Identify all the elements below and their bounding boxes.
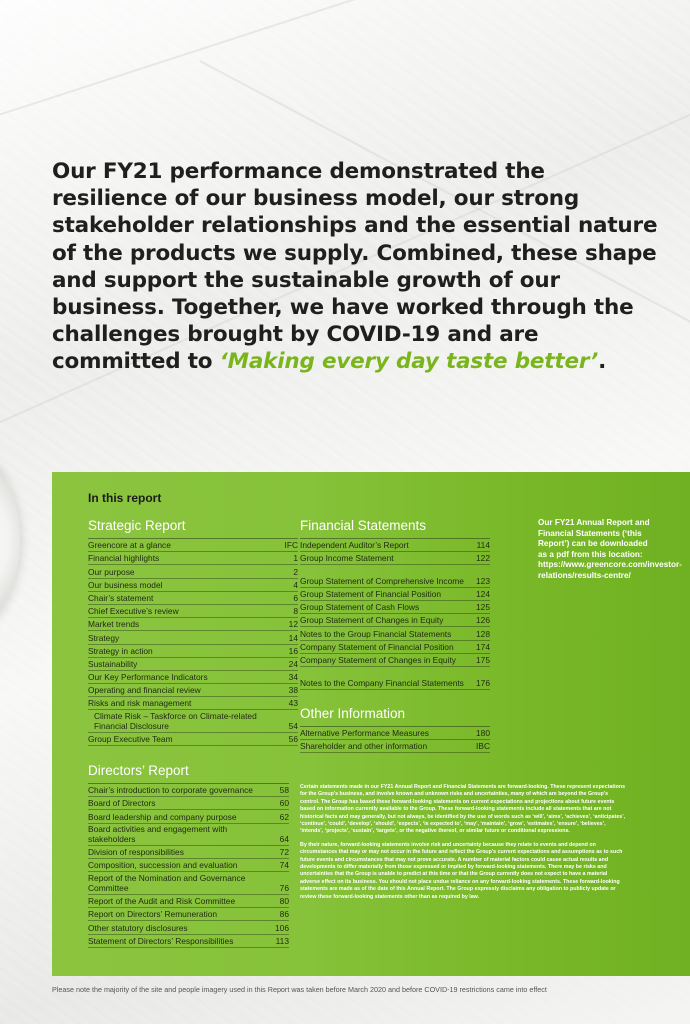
forward-looking-disclaimer bbox=[300, 784, 626, 907]
toc-item-page: 14 bbox=[288, 632, 298, 643]
financial-statements-section bbox=[300, 518, 490, 690]
toc-item-page: 114 bbox=[476, 540, 490, 551]
toc-item[interactable] bbox=[88, 697, 298, 710]
toc-item-page: 62 bbox=[279, 811, 289, 822]
toc-item-page: 58 bbox=[279, 785, 289, 796]
strategic-report-heading: Strategic Report bbox=[88, 518, 298, 539]
toc-item[interactable] bbox=[300, 641, 490, 654]
toc-item-page: 124 bbox=[476, 589, 490, 600]
toc-item-title: Statement of Directors’ Responsibilities bbox=[88, 935, 234, 946]
toc-item-title: Group Statement of Financial Position bbox=[300, 589, 442, 600]
other-information-section bbox=[300, 706, 490, 753]
toc-item-title: Company Statement of Financial Position bbox=[300, 641, 454, 652]
toc-item-title: Operating and financial review bbox=[88, 685, 201, 696]
toc-item-page: 16 bbox=[288, 645, 298, 656]
toc-item[interactable] bbox=[88, 579, 298, 592]
toc-item[interactable] bbox=[300, 614, 490, 627]
toc-item-title: Report on Directors’ Remuneration bbox=[88, 909, 218, 920]
toc-item-title: Market trends bbox=[88, 619, 140, 630]
toc-item-title: Chair’s statement bbox=[88, 592, 154, 603]
toc-item[interactable] bbox=[88, 797, 289, 810]
toc-item[interactable] bbox=[300, 627, 490, 640]
toc-item[interactable] bbox=[300, 565, 490, 588]
strategic-report-list bbox=[88, 539, 298, 746]
financial-statements-list bbox=[300, 539, 490, 690]
toc-item-page: 34 bbox=[288, 672, 298, 683]
toc-item-page: 43 bbox=[288, 698, 298, 709]
toc-item-title: Strategy in action bbox=[88, 645, 153, 656]
toc-item[interactable] bbox=[88, 784, 289, 797]
other-information-heading: Other Information bbox=[300, 706, 490, 727]
toc-item-page: 106 bbox=[275, 922, 289, 933]
toc-item[interactable] bbox=[88, 846, 289, 859]
toc-item-title: Climate Risk – Taskforce on Climate-related Financial Disclosure bbox=[94, 710, 257, 731]
toc-item[interactable] bbox=[88, 539, 298, 552]
directors-report-section bbox=[88, 763, 289, 948]
toc-item-page: 123 bbox=[476, 575, 490, 586]
strategic-report-section bbox=[88, 518, 298, 746]
toc-item-title: Composition, succession and evaluation bbox=[88, 860, 238, 871]
toc-item-page: 174 bbox=[476, 641, 490, 652]
toc-item-title: Independent Auditor’s Report bbox=[300, 540, 409, 551]
toc-item[interactable] bbox=[300, 740, 490, 753]
toc-item-page: 176 bbox=[476, 677, 490, 688]
toc-item-page: 56 bbox=[288, 734, 298, 745]
toc-item-page: 76 bbox=[279, 882, 289, 893]
headline-text: Our FY21 performance demonstrated the resilience of our business model, our strong stakeholder relationships and the essential nature of the products we supply. Combined, these shape and support the sustainable growth of our business. Together, we have worked through the challenges brought by COVID-19 and are committed to bbox=[52, 159, 658, 375]
toc-item-page: IFC bbox=[284, 540, 298, 551]
toc-item[interactable] bbox=[300, 552, 490, 565]
financial-statements-heading: Financial Statements bbox=[300, 518, 490, 539]
toc-item-title: Sustainability bbox=[88, 658, 138, 669]
toc-item-page: 2 bbox=[293, 566, 298, 577]
toc-item-page: 180 bbox=[476, 728, 490, 739]
panel-title: In this report bbox=[88, 491, 162, 505]
toc-item-title: Division of responsibilities bbox=[88, 847, 184, 858]
toc-item[interactable] bbox=[88, 935, 289, 948]
toc-item[interactable] bbox=[88, 859, 289, 872]
toc-item[interactable] bbox=[88, 645, 298, 658]
toc-item-page: 125 bbox=[476, 602, 490, 613]
toc-item-page: 64 bbox=[279, 834, 289, 845]
toc-item[interactable] bbox=[88, 658, 298, 671]
toc-item-page: 8 bbox=[293, 606, 298, 617]
toc-item[interactable] bbox=[88, 824, 289, 847]
toc-item-title: Board activities and engagement with stakeholders bbox=[88, 824, 228, 845]
toc-item-title: Financial highlights bbox=[88, 553, 160, 564]
toc-item-page: 80 bbox=[279, 896, 289, 907]
headline-tagline: ‘Making every day taste better’ bbox=[219, 349, 599, 375]
toc-item-title: Group Income Statement bbox=[300, 553, 394, 564]
toc-item-title: Group Statement of Cash Flows bbox=[300, 602, 420, 613]
directors-report-list bbox=[88, 784, 289, 948]
toc-item-title: Risks and risk management bbox=[88, 698, 192, 709]
toc-item-page: 24 bbox=[288, 658, 298, 669]
imagery-footnote: Please note the majority of the site and people imagery used in this Report was taken before March 2020 and before COVID-19 restrictions came into effect bbox=[52, 985, 547, 994]
toc-item-page: 126 bbox=[476, 615, 490, 626]
toc-item[interactable] bbox=[88, 552, 298, 565]
toc-item-title: Report of the Nomination and Governance Committee bbox=[88, 872, 246, 893]
toc-item-page: 12 bbox=[288, 619, 298, 630]
download-note: Our FY21 Annual Report and Financial Statements (‘this Report’) can be downloaded as a pdf from this location: https://www.greencore.com/investor-relations/results-centre/ bbox=[538, 518, 682, 580]
toc-item-title: Group Statement of Changes in Equity bbox=[300, 615, 444, 626]
toc-item[interactable] bbox=[300, 654, 490, 667]
toc-item-title: Strategy bbox=[88, 632, 120, 643]
toc-item[interactable] bbox=[88, 895, 289, 908]
toc-item[interactable] bbox=[88, 684, 298, 697]
toc-item-page: 54 bbox=[288, 720, 298, 731]
toc-item-page: 128 bbox=[476, 628, 490, 639]
toc-item-title: Board leadership and company purpose bbox=[88, 811, 237, 822]
toc-item[interactable] bbox=[88, 605, 298, 618]
toc-item[interactable] bbox=[300, 588, 490, 601]
toc-item-title: Company Statement of Changes in Equity bbox=[300, 655, 456, 665]
toc-item-title: Group Executive Team bbox=[88, 734, 173, 745]
toc-item-title: Our business model bbox=[88, 579, 163, 590]
toc-item-title: Board of Directors bbox=[88, 798, 156, 809]
toc-item-title: Notes to the Company Financial Statements bbox=[300, 677, 464, 688]
toc-item-page: 60 bbox=[279, 798, 289, 809]
headline-end: . bbox=[598, 349, 607, 375]
toc-item[interactable] bbox=[88, 921, 289, 934]
headline bbox=[52, 158, 662, 376]
disclaimer-paragraph-1: Certain statements made in our FY21 Annual Report and Financial Statements are forward-looking. These represent expectations for the Group’s business, and involve known and unknown risks and uncertainties, many of which are beyond the Group’s control. The Group has based these forward-looking statements on current expectations and projections about future events based on information currently available to the Group. These forward-looking statements include all statements that are not historical facts and may generally, but not always, be identified by the use of words such as ‘will’, ‘aims’, ‘achieves’, ‘anticipates’, ‘continue’, ‘could’, ‘develop’, ‘should’, ‘expects’, ‘is expected to’, ‘may’, ‘maintain’, ‘grow’, ‘estimates’, ‘ensure’, ‘believes’, ‘intends’, ‘projects’, ‘sustain’, ‘targets’, or the negative thereof, or similar future or conditional expressions. bbox=[300, 784, 626, 835]
toc-item-page: 113 bbox=[275, 935, 289, 946]
toc-item[interactable] bbox=[88, 592, 298, 605]
toc-item-page: IBC bbox=[476, 741, 490, 752]
toc-item-page: 122 bbox=[476, 553, 490, 564]
toc-item-page: 175 bbox=[476, 655, 490, 665]
toc-item-page: 1 bbox=[293, 553, 298, 564]
toc-item[interactable] bbox=[300, 539, 490, 552]
toc-item-title: Other statutory disclosures bbox=[88, 922, 188, 933]
toc-item-title: Notes to the Group Financial Statements bbox=[300, 628, 452, 639]
disclaimer-paragraph-2: By their nature, forward-looking statements involve risk and uncertainty because they relate to events and depend on circumstances that may or may not occur in the future and reflect the Group’s current expectations and assumptions as to such future events and circumstances that may not prove accurate. A number of material factors could cause actual results and developments to differ materially from those expressed or implied by forward-looking statements. There may be risks and uncertainties that the Group is unable to predict at this time or that the Group currently does not expect to have a material adverse effect on its business. You should not place undue reliance on any forward-looking statements. These forward-looking statements are made as of the date of this Annual Report. The Group expressly disclaims any obligation to publicly update or review these forward-looking statements other than as required by law. bbox=[300, 841, 623, 900]
toc-item[interactable] bbox=[88, 618, 298, 631]
toc-item-page: 74 bbox=[279, 860, 289, 871]
toc-item[interactable] bbox=[88, 565, 298, 578]
contents-panel bbox=[52, 472, 690, 976]
toc-item-title: Chief Executive’s review bbox=[88, 606, 179, 617]
toc-item-page: 72 bbox=[279, 847, 289, 858]
toc-item[interactable] bbox=[300, 667, 490, 690]
toc-item-page: 6 bbox=[293, 592, 298, 603]
directors-report-heading: Directors’ Report bbox=[88, 763, 289, 784]
toc-item[interactable] bbox=[88, 733, 298, 746]
toc-item-title: Our purpose bbox=[88, 566, 135, 577]
other-information-list bbox=[300, 727, 490, 753]
toc-item-title: Group Statement of Comprehensive Income bbox=[300, 575, 464, 586]
toc-item-page: 38 bbox=[288, 685, 298, 696]
toc-item-title: Chair’s introduction to corporate governance bbox=[88, 785, 253, 796]
toc-item[interactable] bbox=[300, 601, 490, 614]
toc-item-title: Shareholder and other information bbox=[300, 741, 428, 752]
toc-item[interactable] bbox=[88, 671, 298, 684]
toc-item[interactable] bbox=[88, 872, 289, 895]
toc-item[interactable] bbox=[88, 810, 289, 823]
toc-item[interactable] bbox=[88, 631, 298, 644]
toc-item-title: Greencore at a glance bbox=[88, 540, 171, 551]
toc-item-page: 4 bbox=[293, 579, 298, 590]
toc-item[interactable] bbox=[88, 908, 289, 921]
toc-item-page: 86 bbox=[279, 909, 289, 920]
toc-item[interactable] bbox=[88, 710, 298, 733]
toc-item-title: Alternative Performance Measures bbox=[300, 728, 429, 739]
toc-item[interactable] bbox=[300, 727, 490, 740]
toc-item-title: Report of the Audit and Risk Committee bbox=[88, 896, 236, 907]
toc-item-title: Our Key Performance Indicators bbox=[88, 672, 208, 683]
